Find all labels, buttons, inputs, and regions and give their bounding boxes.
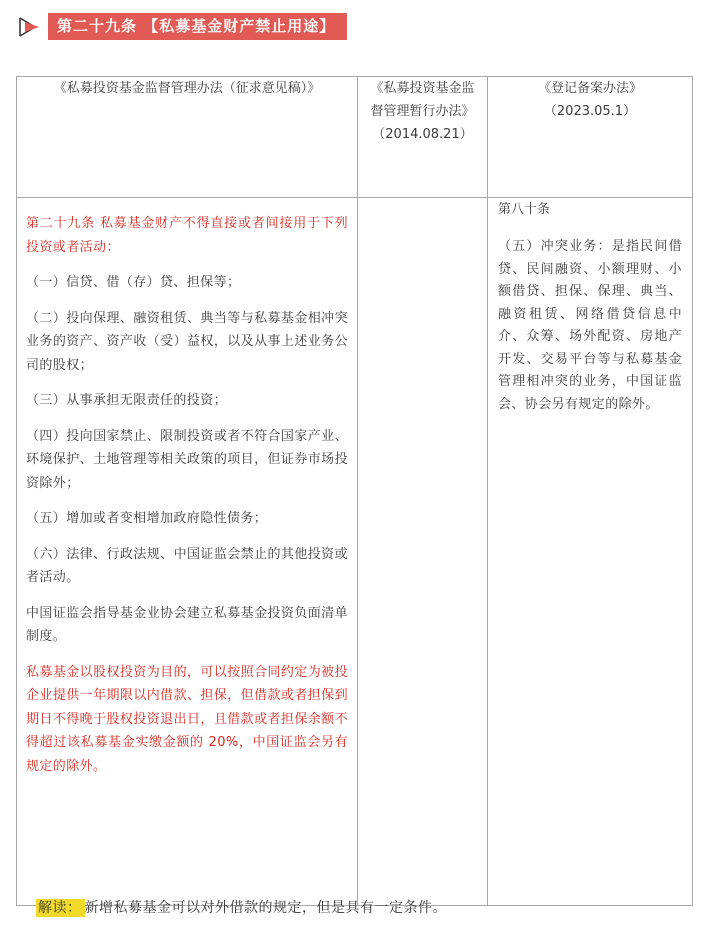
interpretation-note <box>36 897 447 919</box>
list-item: （四）投向国家禁止、限制投资或者不符合国家产业、环境保护、土地管理等相关政策的项目，但证券市场投资除外； <box>26 428 348 491</box>
list-item: （五）增加或者变相增加政府隐性债务； <box>26 511 268 526</box>
list-item: （六）法律、行政法规、中国证监会禁止的其他投资或者活动。 <box>26 546 348 585</box>
equity-loan-paragraph: 私募基金以股权投资为目的，可以按照合同约定为被投企业提供一年期限以内借款、担保，但借款或者担保到期日不得晚于股权投资退出日，且借款或者担保余额不得超过该私募基金实缴金额的 20%，中国证监会另有规定的除外。 <box>26 664 348 774</box>
column-header-draft-measures: 《私募投资基金监督管理办法（征求意见稿）》 <box>17 77 358 198</box>
list-item: （二）投向保理、融资租赁、典当等与私募基金相冲突业务的资产、资产收（受）益权，以及从事上述业务公司的股权； <box>26 310 348 373</box>
article-80-title: 第八十条 <box>498 202 551 217</box>
interpretation-label: 解读： <box>36 899 85 917</box>
section-title: 第二十九条 【私募基金财产禁止用途】 <box>48 13 347 40</box>
column-header-interim-text: 《私募投资基金监督管理暂行办法》 （2014.08.21） <box>370 81 475 142</box>
table-row <box>17 198 693 906</box>
conflict-business-definition: （五）冲突业务：是指民间借贷、民间融资、小额理财、小额借贷、担保、保理、典当、融资租赁、网络借贷信息中介、众筹、场外配资、房地产开发、交易平台等与私募基金管理相冲突的业务，中国证监会、协会另有规定的除外。 <box>498 239 682 412</box>
table-header-row <box>17 77 693 198</box>
interim-measures-cell <box>358 198 488 906</box>
column-header-interim-measures <box>358 77 488 198</box>
list-item: （三）从事承担无限责任的投资； <box>26 393 228 408</box>
registration-measures-cell <box>488 198 693 906</box>
column-header-registration-text: 《登记备案办法》 （2023.05.1） <box>537 81 642 119</box>
play-triangle-icon <box>18 16 42 38</box>
negative-list-paragraph: 中国证监会指导基金业协会建立私募基金投资负面清单制度。 <box>26 605 348 644</box>
section-header <box>18 13 347 40</box>
comparison-table <box>16 76 693 906</box>
interpretation-text: 新增私募基金可以对外借款的规定，但是具有一定条件。 <box>84 900 447 916</box>
article-intro: 第二十九条 私募基金财产不得直接或者间接用于下列投资或者活动： <box>26 216 348 255</box>
column-header-registration-measures <box>488 77 693 198</box>
list-item: （一）信贷、借（存）贷、担保等； <box>26 275 241 290</box>
draft-measures-cell <box>17 198 358 906</box>
